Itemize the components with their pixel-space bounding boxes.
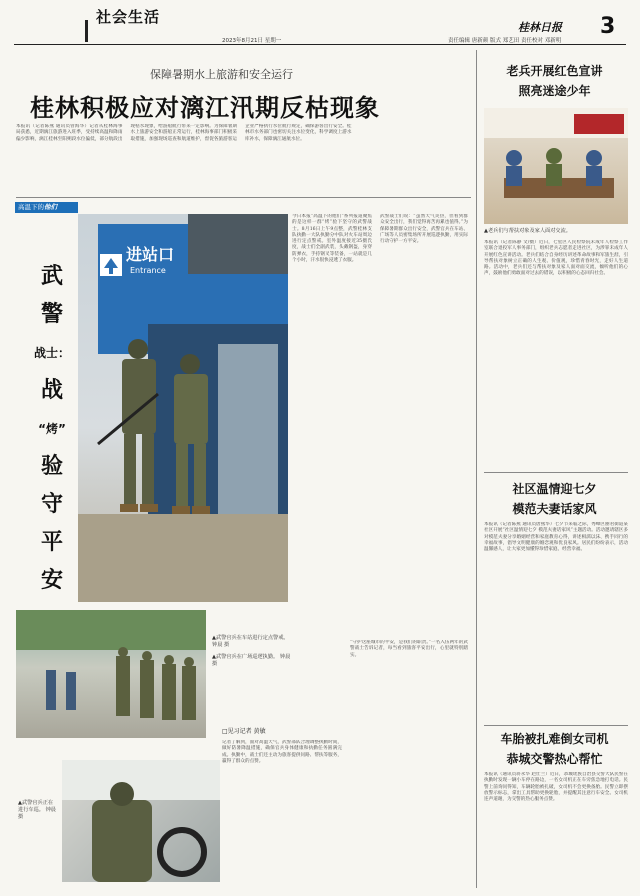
feature-photo-vehicle xyxy=(62,760,220,882)
feature-tag: 高温下的他们 xyxy=(15,202,78,213)
vertical-title-char: 平 xyxy=(40,530,63,555)
right-divider-2 xyxy=(484,725,628,726)
vertical-title-char: 战 xyxy=(40,378,63,403)
feature-body-col-2: 武警战士们说：“虽然天气炎热，但看到群众安全出行，我们觉得再苦再累也值得。”为保障暑期群众出行安全，武警官兵在车站、广场等人员密集场所开展巡逻执勤，用实际行动守护一方平安。 xyxy=(380,214,468,245)
feature-byline: □见习记者 黄敏 xyxy=(222,728,266,735)
article-veteran-caption: ▲老兵们与帮扶对象及家人面对交流。 xyxy=(484,228,571,234)
article-veteran-title-1: 老兵开展红色宣讲 xyxy=(506,64,603,78)
windshield xyxy=(62,760,220,800)
article-qixi-body: 本报讯（记者陈燕 通讯员唐燕华）七夕节来临之际，秀峰区丽君街道某社区开展“社区温情迎七夕 模范夫妻话家风”主题活动。活动邀请辖区多对模范夫妻分享婚姻经营和家庭教育心得，讲述相濡以沫、携手同行的幸福故事，倡导文明健康的婚恋观和优良家风。居民们纷纷表示，活动温馨感人，让大家更加懂得珍惜家庭、经营幸福。 xyxy=(484,522,628,553)
patrol-soldiers xyxy=(116,647,196,720)
building-upper xyxy=(188,214,288,274)
vertical-title-char: 战士： xyxy=(34,346,71,360)
issue-date: 2023年8月21日 星期一 xyxy=(222,38,282,44)
page-header xyxy=(0,0,640,48)
right-divider-1 xyxy=(484,472,628,473)
vertical-title-char: 验 xyxy=(40,454,63,479)
floor xyxy=(78,514,288,602)
article-traffic-title-2: 恭城交警热心帮忙 xyxy=(506,752,603,766)
lead-headline: 桂林积极应对漓江汛期反枯现象 xyxy=(30,94,380,122)
patrol-scene xyxy=(16,610,206,738)
section-title: 社会生活 xyxy=(96,8,161,26)
meeting-scene xyxy=(484,108,628,224)
lead-kicker: 保障暑期水上旅游和安全运行 xyxy=(150,68,293,81)
page-number: 3 xyxy=(600,14,616,39)
column-divider xyxy=(476,50,477,888)
caption-vehicle: ▲武警官兵正在进行车巡。 钟晨 摄 xyxy=(18,800,56,820)
article-veteran-body: 本报讯（记者陈静 文/摄）近日，七星区人民检察院未成年人检察工作室联合退役军人事务部门，组织老兵志愿者走进社区，为涉罪未成年人开展红色宣讲活动。老兵们结合自身经历讲述革命故事和军旅生涯，引导帮扶对象树立正确的人生观、价值观，珍惜青春时光，走好人生道路。活动中，老兵们还与帮扶对象及家人面对面交流，倾听他们的心声，鼓励他们勇敢面对过去的错误，以积极的心态回归社会。 xyxy=(484,240,628,277)
article-qixi-title-1: 社区温情迎七夕 xyxy=(512,482,597,496)
feature-body-col-3: 记者了解到，面对高温天气，武警部队合理调整执勤时间，做好防暑降温措施，确保官兵身体健康和执勤任务圆满完成。执勤中，战士们还主动为旅客提供问路、帮扶等服务，赢得了群众的点赞。 xyxy=(222,740,342,764)
vertical-title-char: “烤” xyxy=(38,422,66,436)
feature-photo-patrol xyxy=(16,610,206,738)
article-traffic-body: 本报讯（通讯员蒋永华 赵仕兰）近日，恭城瑶族自治县交警大队民警在执勤时发现一辆小车停在路边，一名女司机正在车旁焦急地打电话。民警上前询问得知，车辆轮胎被扎破，女司机不会更换备胎。民警立即摆放警示标志，拿出工具帮助更换轮胎，并提醒其注意行车安全。女司机连声道谢，为交警的热心服务点赞。 xyxy=(484,772,628,803)
article-veteran-title-2: 照亮迷途少年 xyxy=(518,84,591,98)
vertical-title-char: 安 xyxy=(40,568,63,593)
article-traffic-title-1: 车胎被扎难倒女司机 xyxy=(500,732,609,746)
station-sign-cn: 进站口 xyxy=(126,245,175,264)
door-panel xyxy=(218,344,278,514)
feature-body-col-4: “守护这座城市的平安，是我们的职责。”一名入伍两年的武警战士告诉记者，每当看到旅客平安出行，心里就特别踏实。 xyxy=(350,640,468,658)
feature-vertical-title xyxy=(34,258,70,600)
station-scene xyxy=(78,214,288,602)
newspaper-logo: 桂林日报 xyxy=(518,21,562,34)
caption-station: ▲武警官兵在车站进行定点警戒。 钟晨 摄 xyxy=(212,635,289,648)
soldier-left xyxy=(120,339,158,512)
header-bar-mark xyxy=(85,20,88,42)
pedestrians xyxy=(46,670,76,710)
header-rule xyxy=(14,44,626,45)
lead-divider xyxy=(16,197,471,198)
steering-wheel xyxy=(160,830,204,874)
article-qixi-title-2: 模范夫妻话家风 xyxy=(512,502,597,516)
vertical-title-char: 守 xyxy=(40,492,63,517)
feature-photo-main xyxy=(78,214,288,602)
vehicle-scene xyxy=(62,760,220,882)
participants xyxy=(506,148,602,186)
caption-patrol: ▲武警官兵在广场巡逻执勤。 钟晨 摄 xyxy=(212,654,291,667)
lead-body: 本报讯（记者陈燕 通讯员曾海华）记者从桂林海事局获悉，近期漓江旅游进入旺季，受持续高温和降雨偏少影响，漓江桂林至阳朔段水位偏低，部分航段出现枯水现象，给游船航行带来一定影响。为保障暑期水上旅游安全和游船正常运行，桂林海事部门积极采取措施，加强现场巡查和航道维护，督促各旅游客运企业严格执行水位航行规定，确保游客出行安全。桂林市水务部门也密切关注水位变化，科学调度上游水库补水，保障漓江通航水位。 xyxy=(16,124,352,142)
trees xyxy=(16,610,206,650)
vertical-title-char: 武警 xyxy=(40,264,63,327)
driver-helmet xyxy=(110,782,134,806)
editors-line: 责任编辑 唐新颜 版式 郑艺田 责任校对 邓新明 xyxy=(448,38,562,44)
article-veteran-photo xyxy=(484,108,628,224)
station-sign-en: Entrance xyxy=(130,266,166,275)
feature-body-col-1: 今日本报“高温下的他们”系列报道聚焦的是这样一群“烤”验下坚守的武警战士。8月16日上午9点整，武警桂林支队执勤一大队执勤分中队对火车站周边进行定点警戒。室外温度接近35摄氏度，战士们全副武装，头戴钢盔，身穿防弹衣，手持钢叉等装备，一站就是几个小时，汗水很快浸透了衣服。 xyxy=(292,214,372,264)
red-banner xyxy=(574,114,624,134)
driver-soldier xyxy=(92,800,152,882)
